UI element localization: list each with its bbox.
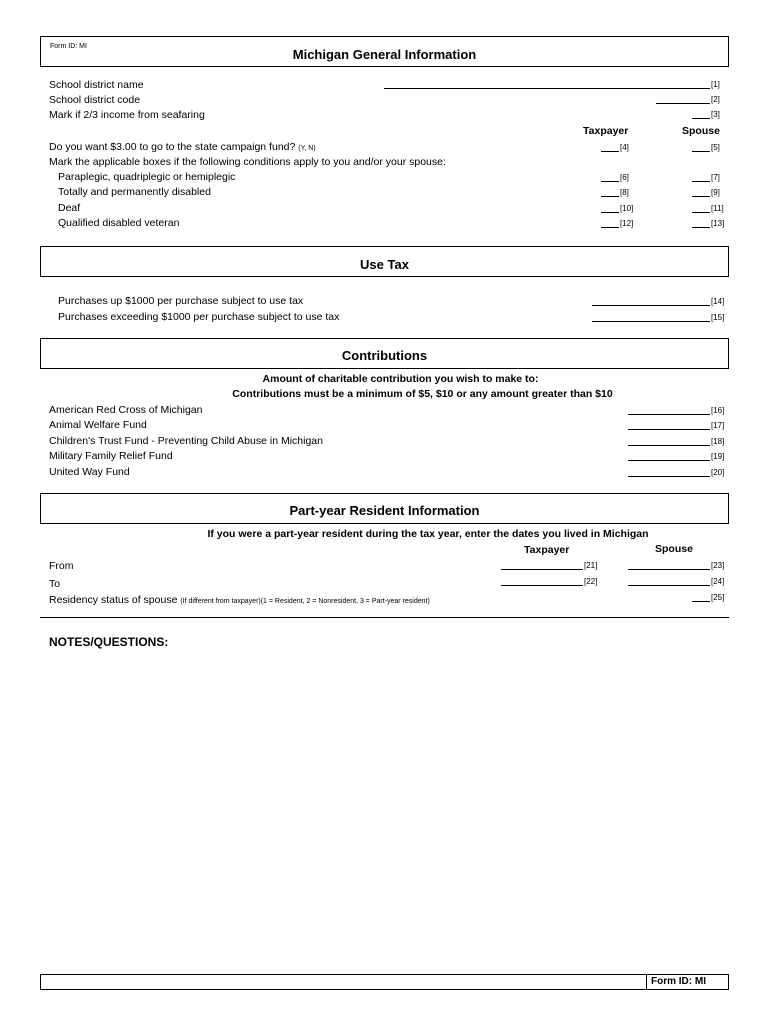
campaign-fund-label <box>49 141 316 155</box>
line-number: [24] <box>711 577 725 586</box>
line-number: [10] <box>620 204 634 213</box>
footer-form-id: Form ID: MI <box>651 976 706 987</box>
contributions-divider <box>40 368 729 369</box>
animal-welfare-field[interactable] <box>628 429 710 430</box>
spouse-column-header: Spouse <box>682 125 720 137</box>
from-taxpayer-field[interactable] <box>501 569 583 570</box>
notes-title: NOTES/QUESTIONS: <box>49 635 169 649</box>
school-district-code-label: School district code <box>49 94 141 106</box>
use-tax-exceeding-field[interactable] <box>592 321 710 322</box>
veteran-spouse-field[interactable] <box>692 227 710 228</box>
line-number: [15] <box>711 313 725 322</box>
from-spouse-field[interactable] <box>628 569 710 570</box>
notes-area[interactable] <box>40 656 729 966</box>
disabled-label: Totally and permanently disabled <box>58 186 211 198</box>
line-number: [7] <box>711 173 720 182</box>
part-year-title: Part-year Resident Information <box>289 503 480 518</box>
campaign-fund-hint: (Y, N) <box>298 145 316 152</box>
seafaring-field[interactable] <box>692 118 710 119</box>
part-year-intro: If you were a part-year resident during the tax year, enter the dates you lived in Michigan <box>207 528 649 540</box>
school-district-name-label: School district name <box>49 79 144 91</box>
section-divider <box>40 617 729 618</box>
line-number: [21] <box>584 561 598 570</box>
line-number: [22] <box>584 577 598 586</box>
red-cross-label: American Red Cross of Michigan <box>49 404 203 416</box>
paraplegic-spouse-field[interactable] <box>692 181 710 182</box>
residency-status-text: Residency status of spouse <box>49 594 178 606</box>
line-number: [9] <box>711 188 720 197</box>
campaign-fund-taxpayer-field[interactable] <box>601 151 619 152</box>
line-number: [11] <box>711 204 724 213</box>
contributions-title: Contributions <box>341 348 428 363</box>
line-number: [16] <box>711 406 725 415</box>
deaf-label: Deaf <box>58 202 81 214</box>
footer-form-id-box <box>646 974 728 990</box>
to-label: To <box>49 578 61 590</box>
residency-status-label <box>49 594 430 608</box>
military-family-field[interactable] <box>628 460 710 461</box>
line-number: [20] <box>711 468 725 477</box>
line-number: [1] <box>711 80 720 89</box>
line-number: [13] <box>711 219 725 228</box>
to-taxpayer-field[interactable] <box>501 585 583 586</box>
taxpayer-column-header: Taxpayer <box>583 125 629 137</box>
use-tax-up-to-label: Purchases up $1000 per purchase subject to use tax <box>58 295 304 307</box>
childrens-trust-label: Children's Trust Fund - Preventing Child Abuse in Michigan <box>49 435 323 447</box>
animal-welfare-label: Animal Welfare Fund <box>49 419 147 431</box>
contributions-header-box <box>40 338 729 369</box>
use-tax-title: Use Tax <box>360 257 409 272</box>
paraplegic-label: Paraplegic, quadriplegic or hemiplegic <box>58 171 236 183</box>
line-number: [23] <box>711 561 725 570</box>
line-number: [6] <box>620 173 629 182</box>
school-district-code-field[interactable] <box>656 103 710 104</box>
deaf-spouse-field[interactable] <box>692 212 710 213</box>
conditions-intro: Mark the applicable boxes if the following conditions apply to you and/or your spouse: <box>49 156 446 168</box>
deaf-taxpayer-field[interactable] <box>601 212 619 213</box>
school-district-name-field[interactable] <box>384 88 710 89</box>
line-number: [5] <box>711 143 720 152</box>
veteran-label: Qualified disabled veteran <box>58 217 180 229</box>
united-way-field[interactable] <box>628 476 710 477</box>
contributions-intro-2: Contributions must be a minimum of $5, $10 or any amount greater than $10 <box>232 388 613 400</box>
line-number: [25] <box>711 593 725 602</box>
campaign-fund-text: Do you want $3.00 to go to the state campaign fund? <box>49 141 296 153</box>
general-header-box <box>40 36 729 67</box>
line-number: [14] <box>711 297 725 306</box>
part-year-spouse-header: Spouse <box>655 543 693 555</box>
line-number: [19] <box>711 452 725 461</box>
residency-status-field[interactable] <box>692 601 710 602</box>
veteran-taxpayer-field[interactable] <box>601 227 619 228</box>
childrens-trust-field[interactable] <box>628 445 710 446</box>
paraplegic-taxpayer-field[interactable] <box>601 181 619 182</box>
part-year-taxpayer-header: Taxpayer <box>524 544 570 556</box>
disabled-taxpayer-field[interactable] <box>601 196 619 197</box>
line-number: [12] <box>620 219 634 228</box>
line-number: [2] <box>711 95 720 104</box>
line-number: [18] <box>711 437 725 446</box>
united-way-label: United Way Fund <box>49 466 130 478</box>
military-family-label: Military Family Relief Fund <box>49 450 173 462</box>
form-id-label: Form ID: MI <box>50 43 87 50</box>
part-year-header-box <box>40 493 729 524</box>
line-number: [4] <box>620 143 629 152</box>
red-cross-field[interactable] <box>628 414 710 415</box>
line-number: [8] <box>620 188 629 197</box>
use-tax-exceeding-label: Purchases exceeding $1000 per purchase subject to use tax <box>58 311 340 323</box>
line-number: [3] <box>711 110 720 119</box>
use-tax-header-box <box>40 246 729 277</box>
general-title: Michigan General Information <box>292 47 477 62</box>
contributions-intro-1: Amount of charitable contribution you wish to make to: <box>262 373 539 385</box>
from-label: From <box>49 560 74 572</box>
footer-box <box>40 974 729 990</box>
residency-status-hint: (If different from taxpayer)(1 = Resident, 2 = Nonresident, 3 = Part-year resident) <box>180 598 430 605</box>
to-spouse-field[interactable] <box>628 585 710 586</box>
line-number: [17] <box>711 421 725 430</box>
campaign-fund-spouse-field[interactable] <box>692 151 710 152</box>
use-tax-up-to-field[interactable] <box>592 305 710 306</box>
seafaring-label: Mark if 2/3 income from seafaring <box>49 109 205 121</box>
disabled-spouse-field[interactable] <box>692 196 710 197</box>
